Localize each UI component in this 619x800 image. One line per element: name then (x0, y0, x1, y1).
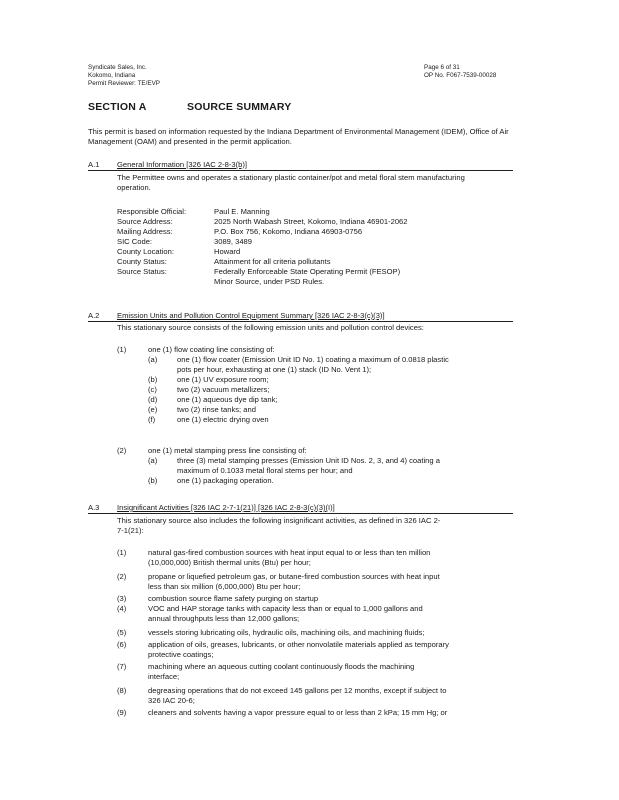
list-item (117, 662, 449, 682)
list-key: (3) (117, 594, 127, 603)
list-item (117, 594, 449, 604)
list-key: (2) (117, 572, 127, 581)
list-key: (c) (148, 385, 157, 394)
section-title: SOURCE SUMMARY (187, 101, 292, 113)
list-line: three (3) metal stamping presses (Emission Unit ID Nos. 2, 3, and 4) coating a (177, 456, 440, 465)
list-item (148, 385, 449, 395)
field-value: 2025 North Wabash Street, Kokomo, Indiana 46901-2062 (214, 217, 408, 226)
field-row (117, 227, 408, 237)
header-reviewer: Permit Reviewer: TE/EVP (88, 80, 160, 87)
field-row (117, 257, 408, 267)
field-label: Responsible Official: (117, 207, 187, 216)
a2-description: This stationary source consists of the following emission units and pollution control devices: (117, 323, 424, 332)
a3-number: A.3 (88, 503, 100, 512)
list-line: one (1) UV exposure room; (177, 375, 269, 384)
list-item (148, 355, 449, 375)
intro-paragraph: This permit is based on information requested by the Indiana Department of Environmental Management (IDEM), Office of Air Management (OAM) and presented in the permit application. (88, 127, 509, 146)
list-line: less than six million (6,000,000) Btu per hour; (148, 582, 301, 591)
field-label: SIC Code: (117, 237, 153, 246)
list-line: two (2) vacuum metallizers; (177, 385, 270, 394)
a2-group2-text: one (1) metal stamping press line consisting of: (148, 446, 307, 455)
a1-description: The Permittee owns and operates a stationary plastic container/pot and metal floral stem manufacturing operation. (117, 173, 465, 192)
list-key: (f) (148, 415, 156, 424)
list-line: vessels storing lubricating oils, hydraulic oils, machining oils, and machining fluids; (148, 628, 425, 637)
header-company: Syndicate Sales, Inc. (88, 64, 147, 71)
a1-rule (88, 170, 513, 171)
list-key: (1) (117, 548, 127, 557)
a1-field-list (117, 207, 408, 287)
field-value-continued: Minor Source, under PSD Rules. (214, 277, 325, 286)
a2-group1-text: one (1) flow coating line consisting of: (148, 345, 275, 354)
header-right (424, 64, 496, 80)
field-value: P.O. Box 756, Kokomo, Indiana 46903-0756 (214, 227, 363, 236)
header-permit-number: OP No. F067-7539-00028 (424, 72, 497, 79)
a2-group2-number: (2) (117, 446, 127, 455)
list-item (148, 395, 449, 405)
field-label: County Status: (117, 257, 167, 266)
list-key: (6) (117, 640, 127, 649)
list-item (148, 405, 449, 415)
field-row (117, 237, 408, 247)
list-key: (5) (117, 628, 127, 637)
list-line: (10,000,000) British thermal units (Btu) per hour; (148, 558, 311, 567)
list-line: maximum of 0.1033 metal floral stems per hour; and (177, 466, 353, 475)
a2-rule (88, 321, 513, 322)
header-left (88, 64, 160, 88)
section-label: SECTION A (88, 101, 147, 113)
list-item (117, 686, 449, 706)
field-row (117, 247, 408, 257)
field-value: Paul E. Manning (214, 207, 270, 216)
list-line: one (1) electric drying oven (177, 415, 269, 424)
a2-group1-number: (1) (117, 345, 127, 354)
a2-group1-list (148, 355, 449, 425)
a2-number: A.2 (88, 311, 100, 320)
list-item (117, 708, 449, 718)
field-label: Mailing Address: (117, 227, 173, 236)
a1-number: A.1 (88, 160, 100, 169)
list-line: annual throughputs less than 12,000 gallons; (148, 614, 300, 623)
header-page-number: Page 6 of 31 (424, 64, 460, 71)
field-row (117, 217, 408, 227)
field-row (117, 277, 408, 287)
a3-description-line: This stationary source also includes the following insignificant activities, as defined in 326 IAC 2- (117, 516, 441, 525)
field-value: Howard (214, 247, 241, 256)
list-item (117, 572, 449, 592)
list-key: (e) (148, 405, 158, 414)
list-key: (b) (148, 375, 158, 384)
a3-description-line: 7-1(21): (117, 526, 144, 535)
list-item (117, 640, 449, 660)
header-city: Kokomo, Indiana (88, 72, 136, 79)
list-line: one (1) aqueous dye dip tank; (177, 395, 278, 404)
list-line: machining where an aqueous cutting coolant continuously floods the machining (148, 662, 415, 671)
list-line: interface; (148, 672, 180, 681)
list-key: (4) (117, 604, 127, 613)
list-key: (d) (148, 395, 158, 404)
list-line: application of oils, greases, lubricants, or other nonvolatile materials applied as temporary (148, 640, 449, 649)
list-item (148, 415, 449, 425)
list-line: pots per hour, exhausting at one (1) stack (ID No. Vent 1); (177, 365, 372, 374)
list-item (148, 456, 440, 476)
list-item (117, 548, 449, 568)
list-key: (a) (148, 456, 158, 465)
list-line: propane or liquefied petroleum gas, or butane-fired combustion sources with heat input (148, 572, 440, 581)
list-line: cleaners and solvents having a vapor pressure equal to or less than 2 kPa; 15 mm Hg; or (148, 708, 448, 717)
a3-title: Insignificant Activities [326 IAC 2-7-1(21)] [326 IAC 2-8-3(c)(3)(I)] (117, 503, 335, 512)
list-key: (8) (117, 686, 127, 695)
field-value: 3089, 3489 (214, 237, 253, 246)
list-item (117, 628, 449, 638)
field-label: Source Address: (117, 217, 173, 226)
list-key: (a) (148, 355, 158, 364)
list-line: VOC and HAP storage tanks with capacity less than or equal to 1,000 gallons and (148, 604, 423, 613)
list-line: two (2) rinse tanks; and (177, 405, 256, 414)
a1-title: General Information [326 IAC 2-8-3(b)] (117, 160, 247, 169)
field-row (117, 207, 408, 217)
field-row (117, 267, 408, 277)
list-line: combustion source flame safety purging on startup (148, 594, 319, 603)
list-key: (9) (117, 708, 127, 717)
a3-rule (88, 513, 513, 514)
list-item (148, 476, 440, 486)
list-key: (b) (148, 476, 158, 485)
list-line: one (1) packaging operation. (177, 476, 274, 485)
list-line: natural gas-fired combustion sources with heat input equal to or less than ten million (148, 548, 431, 557)
list-line: one (1) flow coater (Emission Unit ID No. 1) coating a maximum of 0.0818 plastic (177, 355, 449, 364)
a2-title: Emission Units and Pollution Control Equipment Summary [326 IAC 2-8-3(c)(3)] (117, 311, 385, 320)
a3-list (117, 548, 449, 718)
list-item (148, 375, 449, 385)
list-line: 326 IAC 20-6; (148, 696, 195, 705)
field-label: County Location: (117, 247, 174, 256)
list-line: degreasing operations that do not exceed 145 gallons per 12 months, except if subject to (148, 686, 447, 695)
a2-group2-list (148, 456, 440, 486)
list-key: (7) (117, 662, 127, 671)
a3-description (117, 516, 440, 536)
list-item (117, 604, 449, 624)
field-label: Source Status: (117, 267, 167, 276)
field-value: Federally Enforceable State Operating Permit (FESOP) (214, 267, 401, 276)
field-value: Attainment for all criteria pollutants (214, 257, 331, 266)
list-line: protective coatings; (148, 650, 214, 659)
